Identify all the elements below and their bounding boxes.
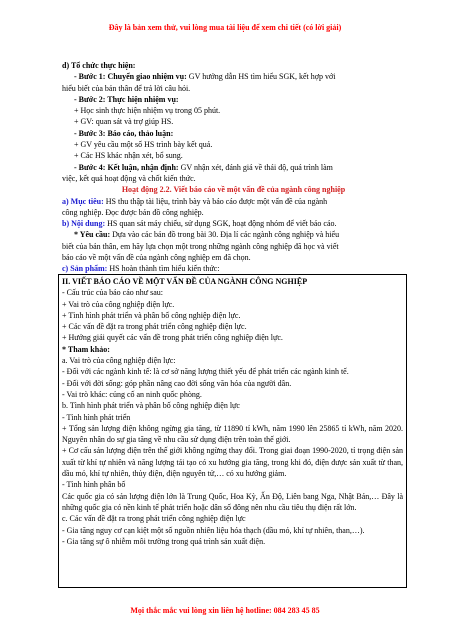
step-1-continued: hiểu biết của bản thân để trả lời câu hỏi. xyxy=(62,83,191,93)
paragraph-distribution: Các quốc gia có sản lượng điện lớn là Trung Quốc, Hoa Kỳ, Ấn Độ, Liên bang Nga, Nhật Bản,… Đây là những quốc gia có nền kinh tế phát triển hoặc dân số đông nên nhu cầu tiêu thụ điện rất lớn. xyxy=(62,491,403,512)
requirement-continued-1: biết của bản thân, em hãy lựa chọn một trong những ngành công nghiệp đã học và viết xyxy=(62,241,339,251)
step-4-label: - Bước 4: Kết luận, nhận định: xyxy=(74,162,179,172)
report-structure-line: - Cấu trúc của báo cáo như sau: xyxy=(62,288,163,298)
content-item xyxy=(62,218,405,229)
requirement-label: * Yêu cầu: xyxy=(74,230,111,240)
document-body xyxy=(62,60,405,275)
product-text: HS hoàn thành tìm hiểu kiến thức: xyxy=(107,264,220,274)
step-1 xyxy=(62,71,405,82)
reference-line: b. Tình hình phát triển và phân bố công nghiệp điện lực xyxy=(62,401,240,411)
report-structure-line: + Hướng giải quyết các vấn đề trong phát triển công nghiệp điện lực. xyxy=(62,333,283,343)
step-1-text: GV hướng dẫn HS tìm hiểu SGK, kết hợp với xyxy=(186,72,336,82)
step-3-label: - Bước 3: Báo cáo, thảo luận: xyxy=(74,128,174,138)
report-heading: II. VIẾT BÁO CÁO VỀ MỘT VẤN ĐỀ CỦA NGÀNH CÔNG NGHIỆP xyxy=(62,277,308,286)
step-2-item-a: + Học sinh thực hiện nhiệm vụ trong 05 phút. xyxy=(74,106,221,116)
paragraph-production: + Tổng sản lượng điện không ngừng gia tăng, từ 11890 tỉ kWh, năm 1990 lên 25865 tỉ kWh, năm 2020. Nguyên nhân do sự gia tăng về nhu cầu sử dụng điện trên toàn thế giới. xyxy=(62,423,403,445)
reference-label: * Tham khảo: xyxy=(62,344,110,354)
report-box xyxy=(58,274,407,588)
step-3-item-b: + Các HS khác nhận xét, bổ sung. xyxy=(74,151,183,161)
step-2-item-b: + GV: quan sát và trợ giúp HS. xyxy=(74,117,174,127)
product xyxy=(62,263,405,274)
hotline-footer: Mọi thắc mắc vui lòng xin liên hệ hotline: 084 283 45 85 xyxy=(130,606,320,615)
issues-label: c. Các vấn đề đặt ra trong phát triển công nghiệp điện lực xyxy=(62,514,246,524)
reference-line: - Vai trò khác: củng cố an ninh quốc phòng. xyxy=(62,389,202,399)
distribution-label: - Tình hình phân bố xyxy=(62,480,126,490)
activity-title: Hoạt động 2.2. Viết báo cáo về một vấn đề của ngành công nghiệp xyxy=(121,185,346,195)
requirement xyxy=(62,229,405,240)
content-text: HS quan sát máy chiếu, sử dụng SGK, hoạt động nhóm để viết báo cáo. xyxy=(105,219,337,229)
reference-line: a. Vai trò của công nghiệp điện lực: xyxy=(62,356,176,366)
paragraph-structure: + Cơ cấu sản lượng điện trên thế giới không ngừng thay đổi. Trong giai đoạn 1990-2020, tỉ trọng điện sản xuất từ khí tự nhiên và năng lượng tái tạo có xu hướng gia tăng, trong khi đó, điện được sản xuất từ than, dầu mỏ, khí tự nhiên, thủy điện, điện nguyên tử,… có xu hướng giảm. xyxy=(62,446,403,479)
step-1-label: - Bước 1: Chuyển giao nhiệm vụ: xyxy=(74,72,187,82)
step-4-continued: việc, kết quả hoạt động và chốt kiến thức. xyxy=(62,173,196,183)
report-structure-line: + Vai trò của công nghiệp điện lực. xyxy=(62,299,175,309)
product-label: c) Sản phẩm: xyxy=(62,264,108,274)
objective-continued: công nghiệp. Đọc được bản đồ công nghiệp. xyxy=(62,207,204,217)
objective-label: a) Mục tiêu: xyxy=(62,196,104,206)
content-label: b) Nội dung: xyxy=(62,219,106,229)
objective xyxy=(62,196,405,207)
preview-banner: Đây là bản xem thử, vui lòng mua tài liệu để xem chi tiết (có lời giải) xyxy=(108,23,342,32)
requirement-text: Dựa vào các bản đồ trong bài 30. Địa lí các ngành công nghiệp và hiểu xyxy=(110,230,340,240)
step-3-item-a: + GV yêu cầu một số HS trình bày kết quả. xyxy=(74,140,213,150)
step-2-label: - Bước 2: Thực hiện nhiệm vụ: xyxy=(74,94,179,104)
reference-line: - Đối với đời sống: góp phần nâng cao đời sống văn hóa của người dân. xyxy=(62,378,292,388)
reference-line: - Tình hình phát triển xyxy=(62,412,131,422)
paragraph-pollution: - Gia tăng sự ô nhiễm môi trường trong quá trình sản xuất điện. xyxy=(62,536,266,546)
section-d-title: d) Tổ chức thực hiện: xyxy=(62,61,136,70)
step-4 xyxy=(62,162,405,173)
reference-line: - Đối với các ngành kinh tế: là cơ sở năng lượng thiết yếu để phát triển các ngành kinh tế. xyxy=(62,367,349,377)
objective-text: HS thu thập tài liệu, trình bày và báo cáo được một vấn đề của ngành xyxy=(103,196,328,206)
report-structure-line: + Tình hình phát triển và phân bố công nghiệp điện lực. xyxy=(62,310,241,320)
report-structure-line: + Các vấn đề đặt ra trong phát triển công nghiệp điện lực. xyxy=(62,322,247,332)
paragraph-fuel: - Gia tăng nguy cơ cạn kiệt một số nguồn nhiên liệu hóa thạch (dầu mỏ, khí tự nhiên, than,…). xyxy=(62,525,365,535)
requirement-continued-2: báo cáo về một vấn đề của ngành công nghiệp em đã chọn. xyxy=(62,253,251,263)
step-4-text: GV nhận xét, đánh giá về thái độ, quá trình làm xyxy=(178,162,333,172)
